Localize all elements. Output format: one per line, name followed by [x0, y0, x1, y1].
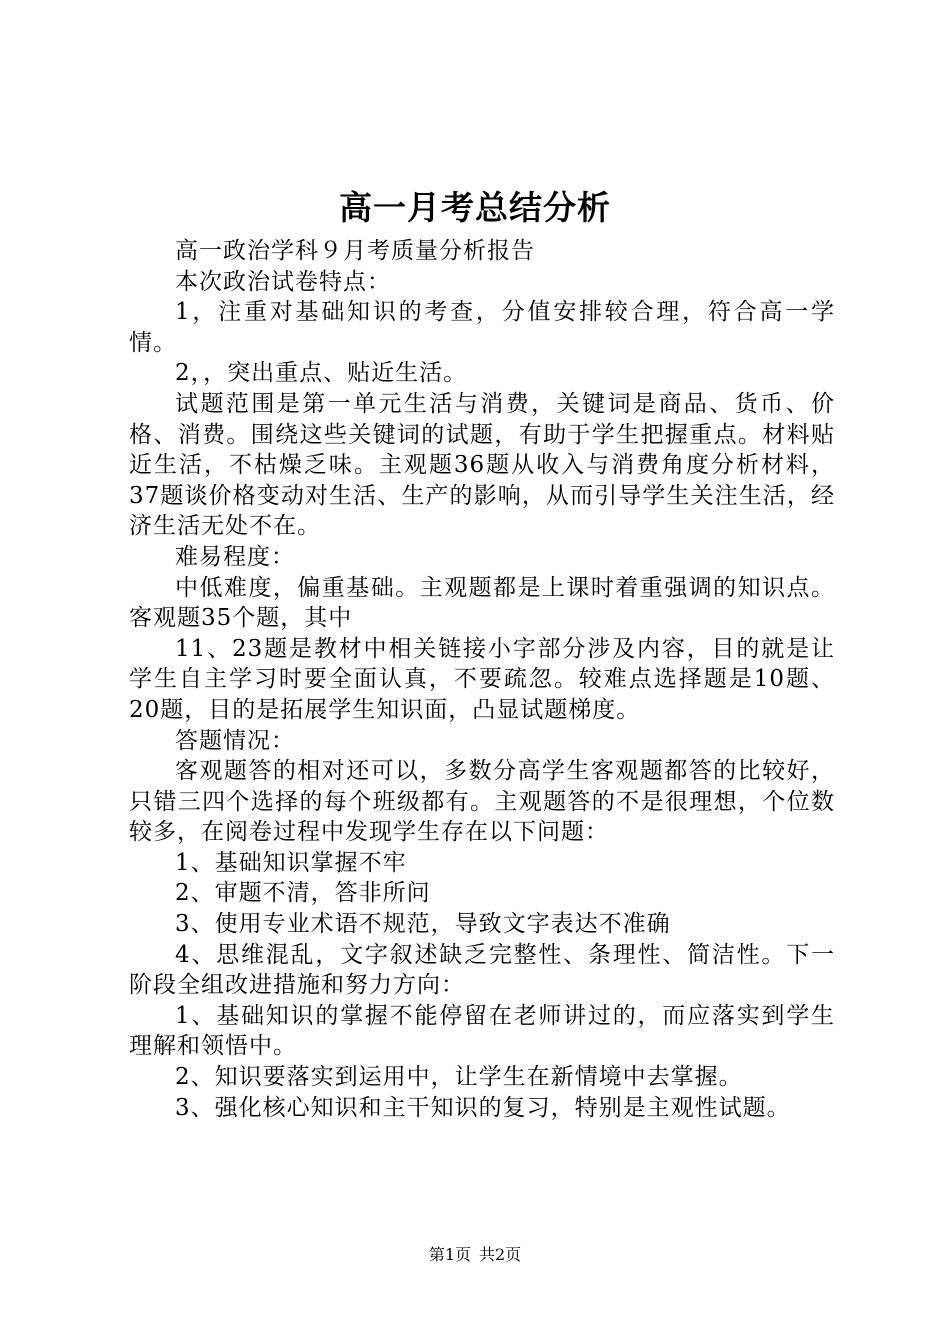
paragraph-difficulty-heading: 难易程度：	[175, 543, 295, 570]
paragraph-answers-heading: 答题情况：	[175, 727, 295, 754]
paragraph-difficulty-detail: 11、23题是教材中相关链接小字部分涉及内容，目的就是让学生自主学习时要全面认真，不要疏忽。较难点选择题是10题、20题，目的是拓展学生知识面，凸显试题梯度。	[129, 635, 835, 723]
paragraph-feature-1: 1，注重对基础知识的考查，分值安排较合理，符合高一学情。	[129, 299, 835, 356]
paragraph-measure-1: 1、基础知识的掌握不能停留在老师讲过的，而应落实到学生理解和领悟中。	[129, 1002, 835, 1060]
paragraph-difficulty: 中低难度，偏重基础。主观题都是上课时着重强调的知识点。客观题35个题，其中	[129, 574, 835, 632]
paragraph-feature-2: 2，，突出重点、贴近生活。	[175, 360, 468, 387]
paragraph-problem-1: 1、基础知识掌握不牢	[175, 849, 407, 876]
paragraph-problem-3: 3、使用专业术语不规范，导致文字表达不准确	[175, 911, 671, 938]
page-footer	[0, 1244, 950, 1266]
paragraph-features-heading: 本次政治试卷特点：	[175, 268, 391, 295]
document-body	[129, 236, 835, 1123]
paragraph-measure-3: 3、强化核心知识和主干知识的复习，特别是主观性试题。	[175, 1094, 791, 1121]
paragraph-problem-4: 4、思维混乱，文字叙述缺乏完整性、条理性、简洁性。下一阶段全组改进措施和努力方向：	[129, 941, 835, 999]
paragraph-answers: 客观题答的相对还可以，多数分高学生客观题都答的比较好，只错三四个选择的每个班级都有。主观题答的不是很理想，个位数较多，在阅卷过程中发现学生存在以下问题：	[129, 758, 835, 846]
page-total: 共2页	[479, 1245, 522, 1264]
paragraph-measure-2: 2、知识要落实到运用中，让学生在新情境中去掌握。	[175, 1064, 743, 1091]
paragraph-report-heading: 高一政治学科９月考质量分析报告	[175, 238, 535, 264]
paragraph-scope: 试题范围是第一单元生活与消费，关键词是商品、货币、价格、消费。围绕这些关键词的试题，有助于学生把握重点。材料贴近生活，不枯燥乏味。主观题36题从收入与消费角度分析材料，37题谈价格变动对生活、生产的影响，从而引导学生关注生活，经济生活无处不在。	[129, 390, 835, 540]
page-number: 第1页	[428, 1245, 471, 1264]
paragraph-problem-2: 2、审题不清，答非所问	[175, 880, 431, 907]
document-title: 高一月考总结分析	[339, 188, 611, 227]
